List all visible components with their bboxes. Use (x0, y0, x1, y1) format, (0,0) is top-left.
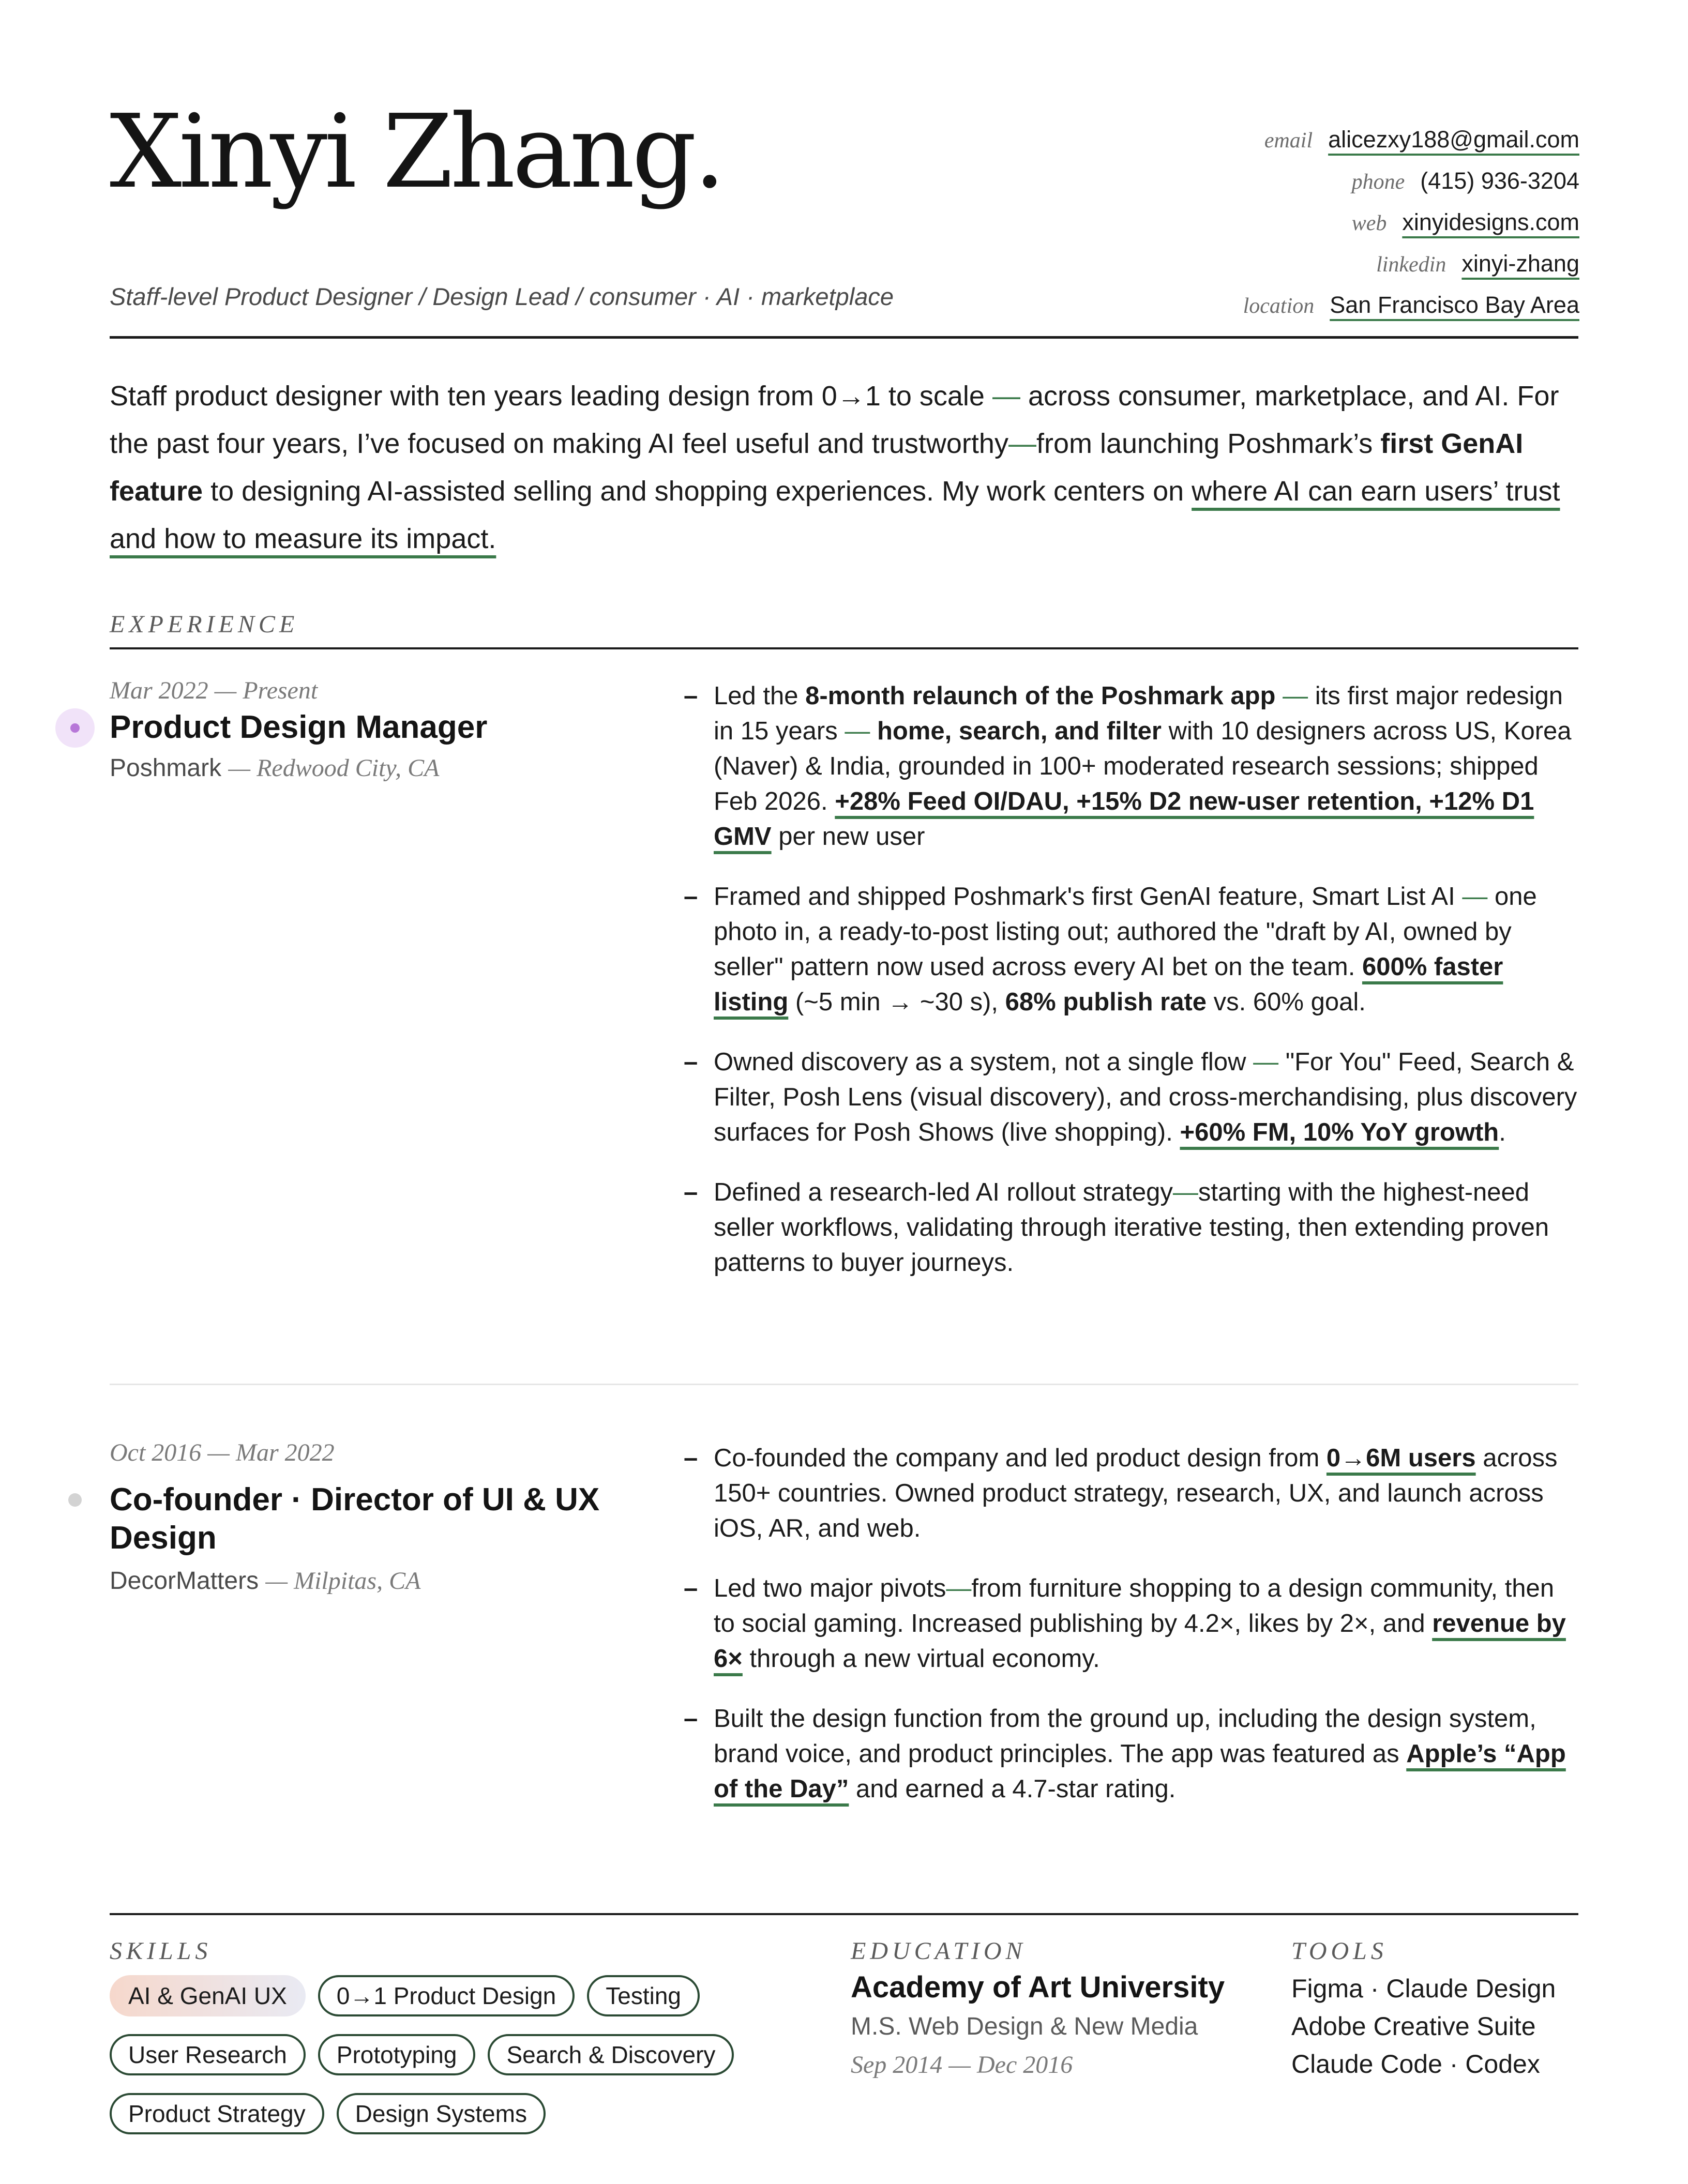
summary-text: Staff product designer with ten years leading design from 0→1 to scale (110, 381, 992, 412)
bullet-item: – Owned discovery as a system, not a single flow — "For You" Feed, Search & Filter, Posh Lens (visual discovery), and cross-merchandising, plus discovery surfaces for Posh Shows (live shopping). +60% FM, 10% YoY growth. (684, 1044, 1578, 1150)
bullet-dash-icon: – (684, 1574, 698, 1602)
tools-list (1291, 1970, 1556, 2083)
company-name: Poshmark (110, 754, 222, 782)
header-divider (110, 336, 1578, 339)
education-degree: M.S. Web Design & New Media (851, 2013, 1198, 2040)
skill-chip: Design Systems (337, 2093, 546, 2134)
metric-highlight: revenue by 6× (714, 1610, 1566, 1673)
email-link[interactable]: alicezxy188@gmail.com (1328, 126, 1579, 153)
company-name: DecorMatters (110, 1567, 259, 1595)
metric-highlight: 0→6M users (1326, 1444, 1476, 1472)
chip-row (110, 1975, 834, 2016)
location-link[interactable]: San Francisco Bay Area (1330, 292, 1579, 318)
bullet-dash-icon: – (684, 682, 698, 710)
summary-text: from launching Poshmark’s (1036, 428, 1381, 459)
chip-row (110, 2034, 834, 2075)
summary-highlight: where AI can earn users’ trust and how to measure its impact. (110, 476, 1560, 554)
job-title: Product Design Manager (110, 709, 488, 745)
bullet-item: – Co-founded the company and led product design from 0→6M users across 150+ countries. Owned product strategy, research, UX, and launch across iOS, AR, and web. (684, 1440, 1578, 1546)
contact-block (1114, 126, 1579, 333)
job-dates: Mar 2022 — Present (110, 677, 318, 704)
metric-highlight: Apple’s “App of the Day” (714, 1740, 1566, 1803)
skill-chip: AI & GenAI UX (110, 1975, 306, 2016)
tools-item: Adobe Creative Suite (1291, 2012, 1536, 2041)
bullet-dash-icon: – (684, 1444, 698, 1472)
skill-chip: Product Strategy (110, 2093, 324, 2134)
education-heading: EDUCATION (851, 1937, 1027, 1965)
job-bullets (684, 1440, 1578, 1831)
contact-email (1114, 126, 1579, 168)
tools-item: Claude Code · Codex (1291, 2050, 1540, 2079)
summary-paragraph (110, 372, 1578, 563)
accent-dash: — (992, 381, 1020, 412)
contact-linkedin (1114, 250, 1579, 292)
education-school: Academy of Art University (851, 1970, 1225, 2004)
skills-heading: SKILLS (110, 1937, 212, 1965)
skill-chip: Testing (587, 1975, 700, 2016)
skills-chips (110, 1975, 834, 2152)
contact-phone (1114, 168, 1579, 209)
job-title: Co-founder · Director of UI & UX Design (110, 1482, 600, 1556)
contact-label: linkedin (1376, 253, 1446, 277)
job-dates: Oct 2016 — Mar 2022 (110, 1439, 335, 1466)
summary-text: to designing AI-assisted selling and shopping experiences. My work centers on (203, 476, 1192, 507)
summary-bold: first GenAI feature (110, 428, 1524, 507)
job-bullets (684, 678, 1578, 1305)
bullet-item: – Led two major pivots—from furniture shopping to a design community, then to social gaming. Increased publishing by 4.2×, likes by 2×, and revenue by 6× through a new virtual economy. (684, 1571, 1578, 1676)
metric-highlight: +60% FM, 10% YoY growth (1180, 1118, 1499, 1146)
timeline-past-dot (68, 1493, 82, 1507)
accent-dash: — (1008, 428, 1036, 459)
bullet-dash-icon: – (684, 1705, 698, 1733)
footer-divider (110, 1913, 1578, 1915)
linkedin-link[interactable]: xinyi-zhang (1461, 250, 1579, 277)
tagline: Staff-level Product Designer / Design Lead / consumer · AI · marketplace (110, 283, 894, 310)
bullet-item: – Framed and shipped Poshmark's first GenAI feature, Smart List AI — one photo in, a ready-to-post listing out; authored the "draft by AI, owned by seller" pattern now used across every AI bet on the team. 600% faster listing (~5 min → ~30 s), 68% publish rate vs. 60% goal. (684, 879, 1578, 1020)
summary-text: across consumer, marketplace, and AI. For the past four years, I’ve focused on making AI feel useful and trustworthy (110, 381, 1559, 459)
skill-chip: Prototyping (318, 2034, 476, 2075)
skill-chip: Search & Discovery (488, 2034, 734, 2075)
timeline-current-dot (55, 708, 95, 748)
skill-chip: User Research (110, 2034, 306, 2075)
bullet-dash-icon: – (684, 1178, 698, 1206)
tools-item: Figma · Claude Design (1291, 1974, 1556, 2003)
contact-label: email (1264, 129, 1313, 153)
job-location: — Redwood City, CA (228, 754, 440, 782)
contact-label: location (1243, 294, 1315, 318)
contact-label: web (1351, 211, 1387, 235)
metric-highlight: +28% Feed OI/DAU, +15% D2 new-user retention, +12% D1 GMV (714, 787, 1534, 851)
bullet-item: – Built the design function from the ground up, including the design system, brand voice, and product principles. The app was featured as Apple’s “App of the Day” and earned a 4.7-star rating. (684, 1701, 1578, 1807)
job-company (110, 754, 439, 782)
job-company (110, 1567, 420, 1595)
tools-heading: TOOLS (1291, 1937, 1388, 1965)
metric-highlight: 600% faster listing (714, 953, 1503, 1016)
contact-label: phone (1351, 170, 1405, 194)
phone-value: (415) 936-3204 (1420, 168, 1579, 194)
chip-row (110, 2093, 834, 2134)
candidate-name: Xinyi Zhang. (110, 93, 723, 211)
bullet-item: – Led the 8-month relaunch of the Poshmark app — its first major redesign in 15 years — home, search, and filter with 10 designers across US, Korea (Naver) & India, grounded in 100+ moderated research sessions; shipped Feb 2026. +28% Feed OI/DAU, +15% D2 new-user retention, +12% D1 GMV per new user (684, 678, 1578, 854)
bullet-dash-icon: – (684, 1048, 698, 1076)
bullet-item: – Defined a research-led AI rollout strategy—starting with the highest-need seller workflows, validating through iterative testing, then extending proven patterns to buyer journeys. (684, 1175, 1578, 1280)
contact-web (1114, 209, 1579, 250)
experience-divider (110, 647, 1578, 649)
education-dates: Sep 2014 — Dec 2016 (851, 2051, 1073, 2079)
contact-location (1114, 292, 1579, 333)
website-link[interactable]: xinyidesigns.com (1402, 209, 1579, 235)
skill-chip: 0→1 Product Design (318, 1975, 575, 2016)
bullet-dash-icon: – (684, 883, 698, 911)
job-location: — Milpitas, CA (265, 1567, 421, 1595)
experience-heading: EXPERIENCE (110, 611, 299, 638)
job-divider (110, 1384, 1578, 1385)
